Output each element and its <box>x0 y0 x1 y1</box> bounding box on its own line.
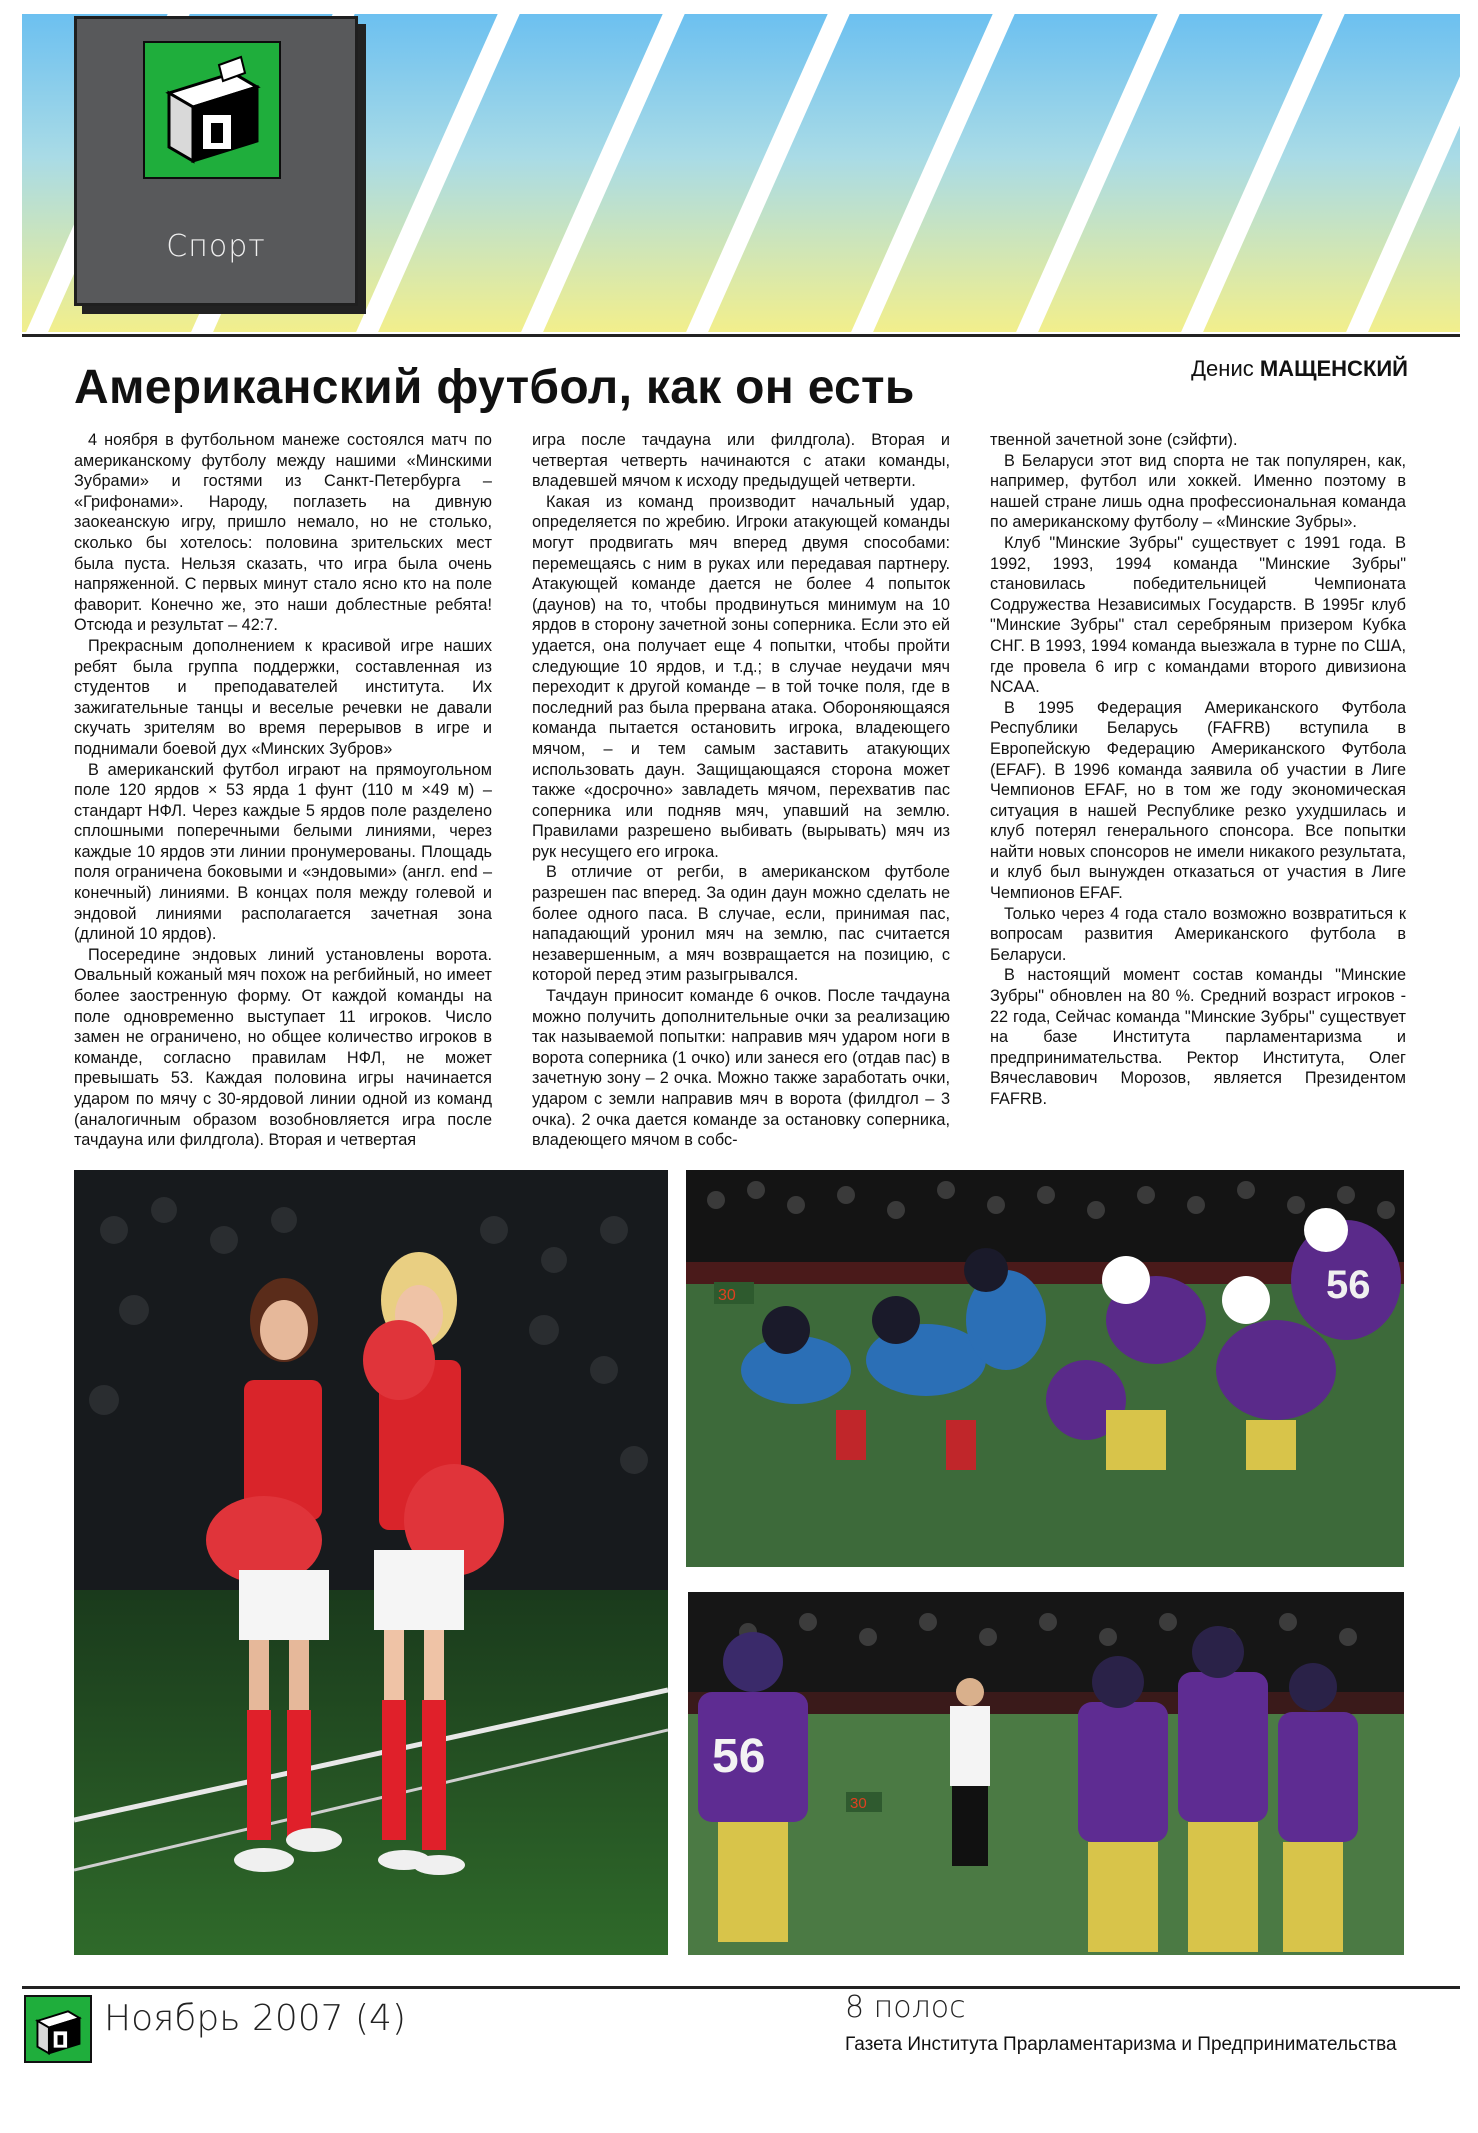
paragraph: Клуб "Минские Зубры" существует с 1991 года. В 1992, 1993, 1994 команда "Минские Зубры" становилась победительницей Чемпионата Содружества Независимых Государств. В 1995г клуб "Минские Зубры" стал серебряным призером Кубка СНГ. В 1993, 1994 команда выезжала в турне по США, где провела 6 игр с командами второго дивизиона NCAA. <box>990 533 1406 697</box>
paragraph: В 1995 Федерация Американского Футбола Республики Беларусь (FAFRB) вступила в Европейскую Федерацию Американского Футбола (EFAF). В 1996 команда заявила об участии в Лиге Чемпионов EFAF, но в том же году экономическая ситуация в нашей Республике резко ухудшилась и клуб потерял генерального спонсора. Все попытки найти новых спонсоров не имели никакого результата, и клуб был вынужден отказаться от участия в Лиге Чемпионов EFAF. <box>990 698 1406 903</box>
jersey-number: 56 <box>1326 1263 1371 1307</box>
yard-marker-bottom: 30 <box>850 1795 867 1812</box>
paragraph: 4 ноября в футбольном манеже состоялся матч по американскому футболу между нашими «Минскими Зубрами» и гостями из Санкт-Петербурга – «Грифонами». Народу, поглазеть на дивную заокеанскую игру, пришло немало, но не столько, сколько бы хотелось: половина зрительских мест была пуста. Нельзя сказать, что игра была очень напряженной. С первых минут стало ясно кто на поле фаворит. Конечно же, это наши доблестные ребята! Отсюда и результат – 42:7. <box>74 431 492 635</box>
issue-label: Ноябрь 2007 (4) <box>104 1998 406 2039</box>
paragraph: В настоящий момент состав команды "Минские Зубры" обновлен на 80 %. Средний возраст игроков - 22 года, Сейчас команда "Минские Зубры" существует на базе Института парламентаризма и предпринимательства. Ректор Института, Олег Вячеславович Морозов, является Президентом FAFRB. <box>990 966 1406 1108</box>
paragraph: Посередине эндовых линий установлены ворота. Овальный кожаный мяч похож на регбийный, но имеет более заостренную форму. От каждой команды на поле одновременно выступает 11 игроков. Число замен не ограничено, но общее количество игроков в команде, согласно правилам НФЛ, не может превышать 53. Каждая половина игры начинается ударом по мячу с 30-ярдовой линии одной из команд (аналогичным образом возобновляется игра после тачдауна или филдгола). Вторая и четвертая <box>74 945 492 1150</box>
paragraph: игра после тачдауна или филдгола). Вторая и четвертая четверть начинаются с атаки команды, владевшей мячом к исходу предыдущей четверти. <box>532 431 950 491</box>
footer-divider <box>22 1986 1460 1989</box>
ballot-box-icon <box>143 41 281 179</box>
header-divider <box>22 334 1460 337</box>
author-byline <box>1191 356 1408 382</box>
paragraph: Прекрасным дополнением к красивой игре наших ребят была группа поддержки, составленная из студентов и преподавателей института. Их зажигательные танцы и веселые речевки не давали скучать зрителям во время перерывов в игре и поднимали боевой дух «Минских Зубров» <box>74 636 492 758</box>
paragraph: Только через 4 года стало возможно возвратиться к вопросам развития Американского футбола в Беларуси. <box>990 904 1406 964</box>
pages-label: 8 полос <box>845 1990 966 2025</box>
ballot-box-icon <box>24 1995 92 2063</box>
text-column-2 <box>532 430 950 1151</box>
players-photo <box>688 1592 1404 1955</box>
section-card <box>74 16 358 306</box>
author-last-name: МАЩЕНСКИЙ <box>1259 356 1408 381</box>
paragraph: твенной зачетной зоне (сэйфти). <box>990 431 1238 449</box>
text-column-3 <box>990 430 1406 1110</box>
text-column-1 <box>74 430 492 1151</box>
paragraph: В отличие от регби, в американском футболе разрешен пас вперед. За один даун можно сделать не более одного паса. В случае, если, принимая пас, нападающий уронил мяч на землю, пас считается незавершенным, а мяч возвращается на позицию, с которой перед этим разыгрывался. <box>532 863 950 985</box>
author-first-name: Денис <box>1191 356 1254 381</box>
paragraph: В Беларуси этот вид спорта не так популярен, как, например, футбол или хоккей. Именно поэтому в нашей стране лишь одна профессиональная команда по американскому футболу – «Минские Зубры». <box>990 451 1406 532</box>
newspaper-name: Газета Института Прарламентаризма и Предпринимательства <box>845 2034 1397 2055</box>
article-title: Американский футбол, как он есть <box>74 361 915 414</box>
section-label: Спорт <box>166 229 266 264</box>
jersey-number: 56 <box>712 1730 766 1783</box>
paragraph: Тачдаун приносит команде 6 очков. После тачдауна можно получить дополнительные очки за реализацию так называемой попытки: направив мяч ударом ноги в ворота соперника (1 очко) или занеся его (отдав пас) в зачетную зону – 2 очка. Можно также заработать очки, ударом с земли направив мяч в ворота (филдгол – 3 очка). 2 очка дается команде за остановку соперника, владеющего мячом в собс- <box>532 987 950 1150</box>
cheerleaders-photo <box>74 1170 668 1955</box>
paragraph: Какая из команд производит начальный удар, определяется по жребию. Игроки атакующей команды могут продвигать мяч вперед двумя способами: перемещаясь с ним в руках или передавая партнеру. Атакующей команде дается не более 4 попыток (даунов) на то, чтобы продвинуться минимум на 10 ярдов в сторону зачетной зоны соперника. Если это ей удается, она получает еще 4 попытки, чтобы пройти следующие 10 ярдов, и т.д.; в случае неудачи мяч переходит к другой команде – в той точке поля, где в последний раз была прервана атака. Обороняющаяся команда пытается остановить игрока, владеющего мячом, – и тем самым заставить атакующих использовать даун. Защищающаяся сторона может также «досрочно» завладеть мячом, перехватив пас соперника или подняв мяч, упавший на землю. Правилами разрешено выбивать (вырывать) мяч из рук несущего его игрока. <box>532 492 950 861</box>
paragraph: В американский футбол играют на прямоугольном поле 120 ярдов × 53 ярда 1 фунт (110 м ×49 м) – стандарт НФЛ. Через каждые 5 ярдов поле разделено сплошными поперечными белыми линиями, через каждые 10 ярдов эти линии пронумерованы. Площадь поля ограничена боковыми и «эндовыми» (англ. end – конечный) линиями. В концах поля между голевой и эндовой линиями располагается зачетная зона (длиной 10 ярдов). <box>74 760 492 944</box>
scrimmage-photo <box>686 1170 1404 1567</box>
yard-marker-top: 30 <box>718 1287 736 1304</box>
